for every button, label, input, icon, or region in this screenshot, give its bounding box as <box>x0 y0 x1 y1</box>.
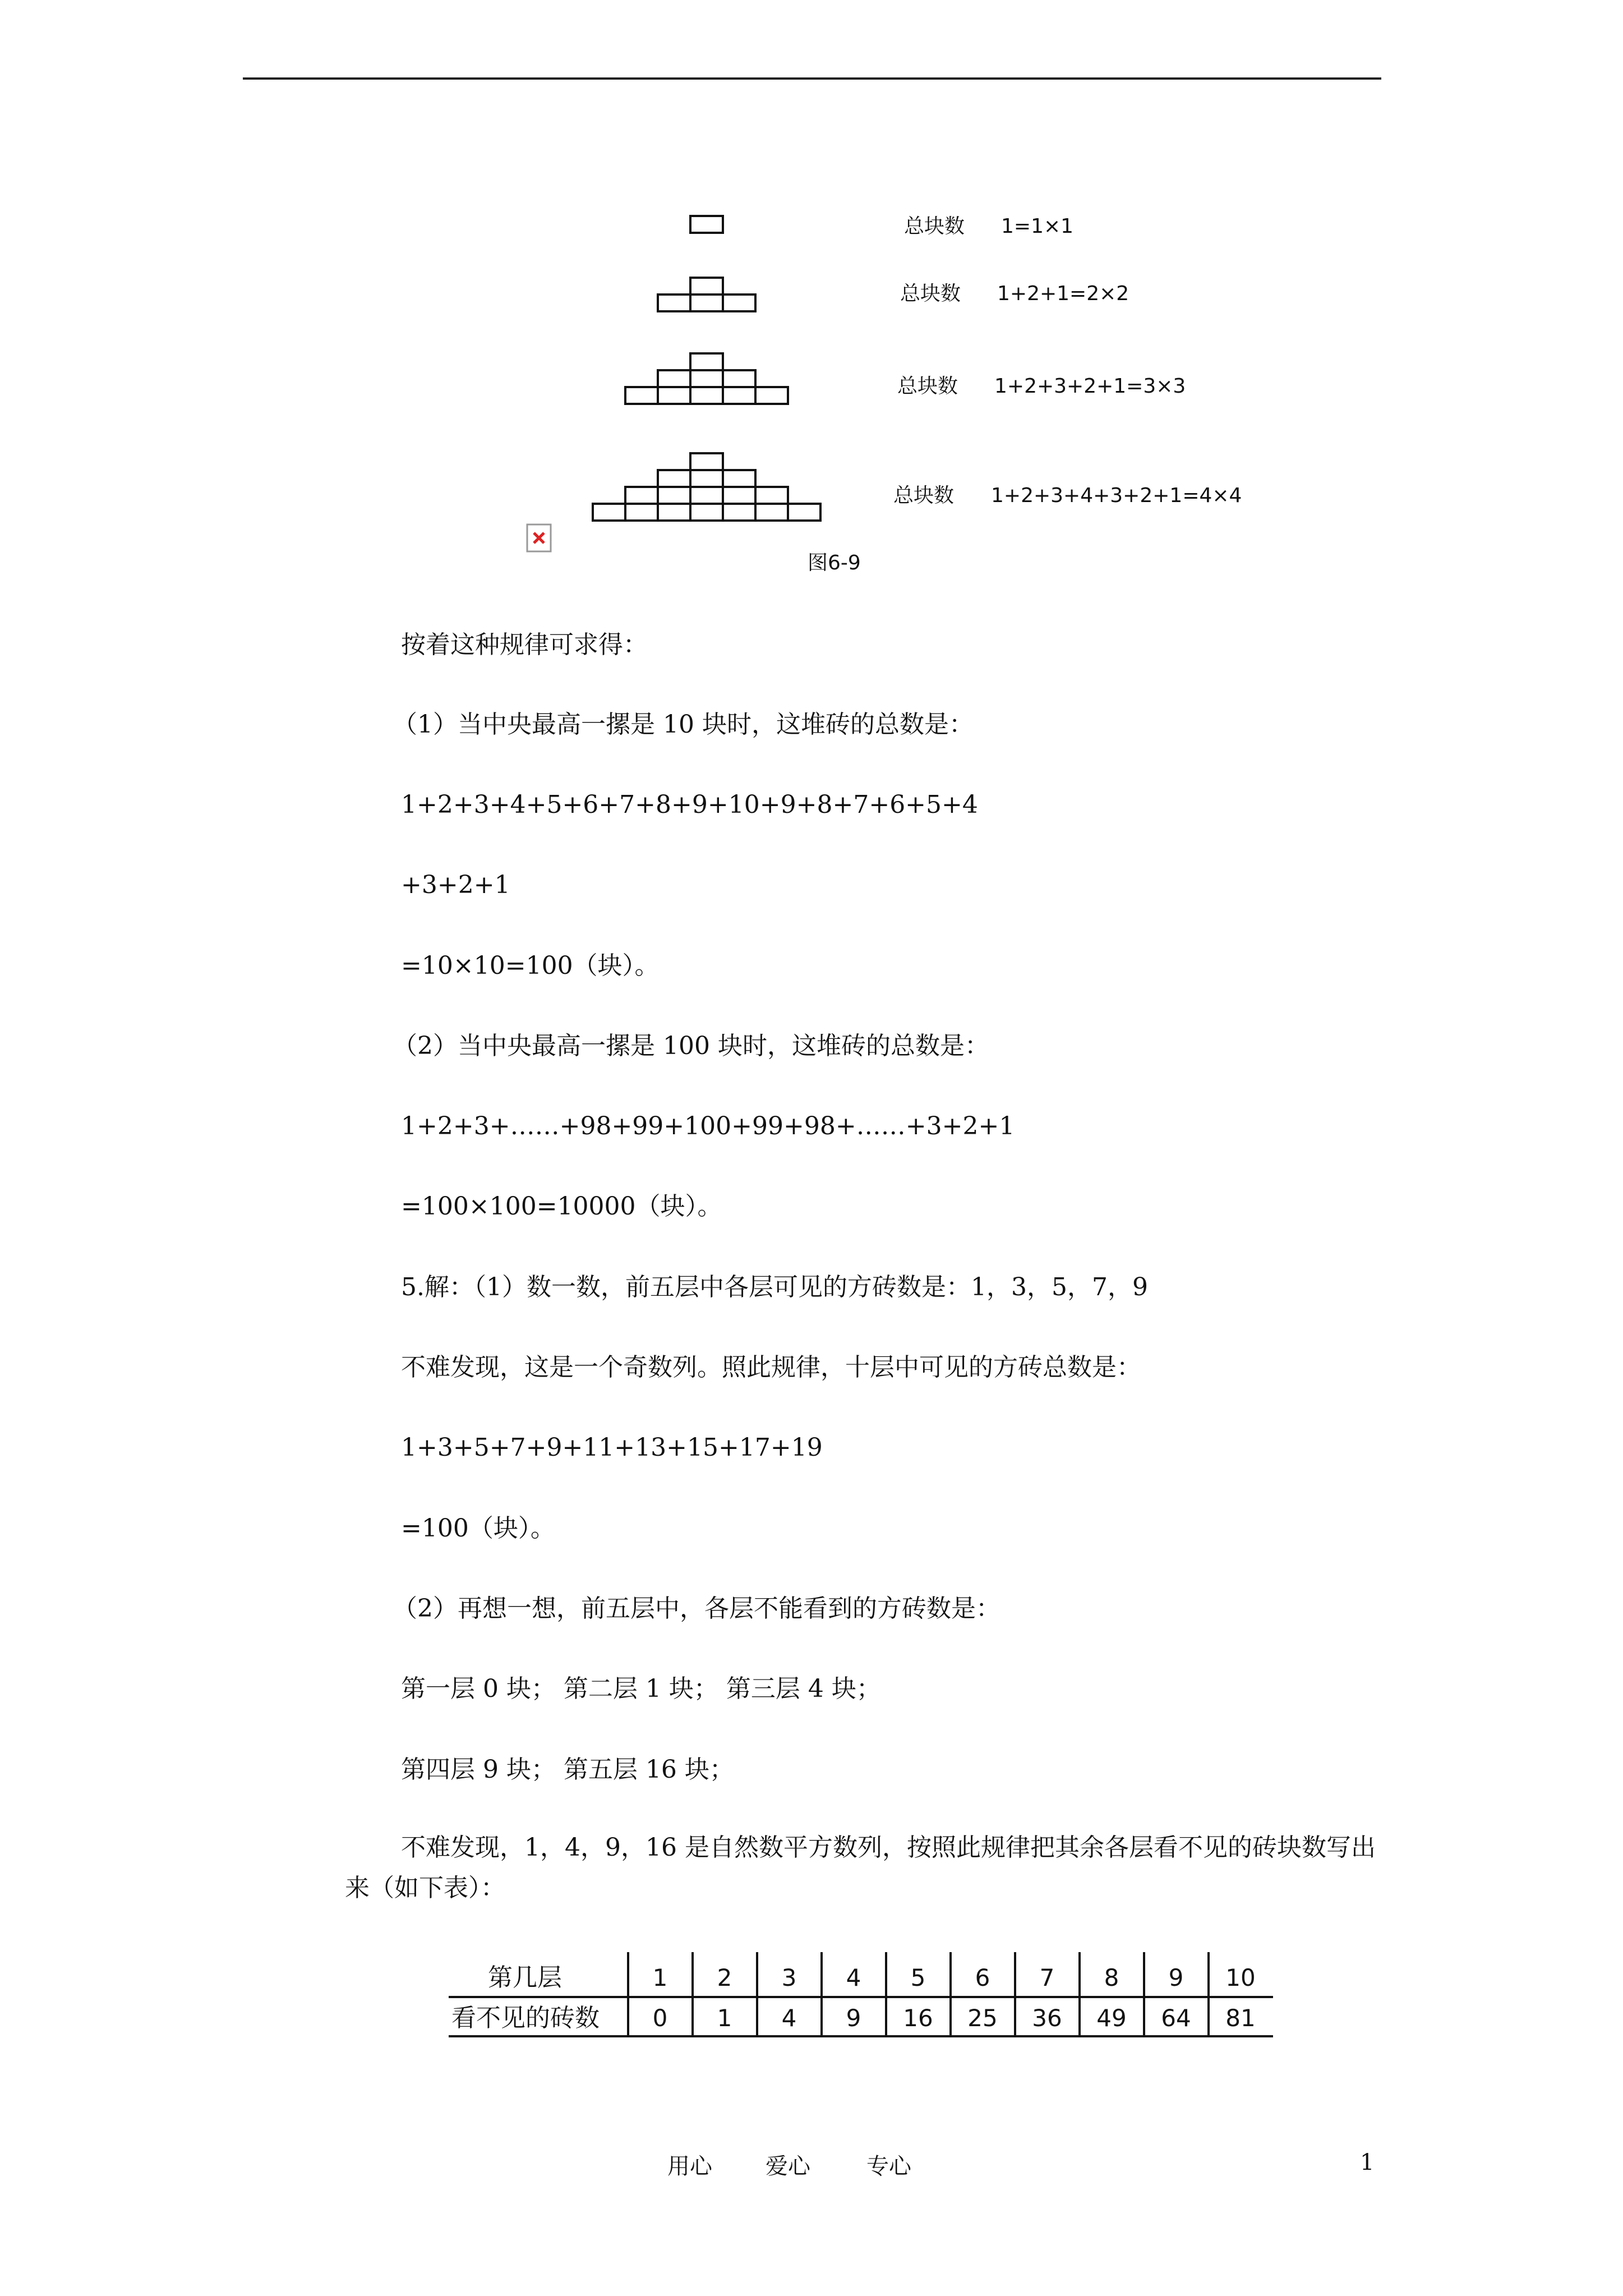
brick <box>690 504 723 521</box>
brick <box>658 370 690 387</box>
brick <box>723 470 755 487</box>
figure-row-label-1: 总块数 <box>904 215 965 238</box>
table-cell: 10 <box>1225 1964 1256 1991</box>
brick <box>593 504 625 521</box>
figure-row-label-4: 总块数 <box>893 484 955 507</box>
table-cell: 6 <box>975 1964 990 1991</box>
figure-row-label-3: 总块数 <box>897 375 958 398</box>
text-line-8: =100×100=10000（块）。 <box>401 1192 722 1221</box>
brick <box>755 504 788 521</box>
table-cell: 1 <box>652 1964 668 1991</box>
footer-item-3: 专心 <box>866 2154 911 2179</box>
brick <box>658 295 690 311</box>
brick <box>690 216 723 233</box>
brick <box>755 487 788 504</box>
table-cell: 16 <box>903 2004 933 2032</box>
page-number: 1 <box>1360 2150 1375 2175</box>
brick <box>658 487 690 504</box>
brick <box>690 387 723 404</box>
brick <box>723 487 755 504</box>
brick <box>690 295 723 311</box>
footer-item-2: 爱心 <box>766 2154 810 2179</box>
brick <box>690 470 723 487</box>
table-cell: 5 <box>910 1964 926 1991</box>
figure-row-formula-2: 1+2+1=2×2 <box>997 282 1129 305</box>
text-line-10: 不难发现，这是一个奇数列。照此规律，十层中可见的方砖总数是： <box>401 1353 1141 1382</box>
text-line-4: +3+2+1 <box>401 871 510 899</box>
table-cell: 64 <box>1161 2004 1191 2032</box>
text-line-11: 1+3+5+7+9+11+13+15+17+19 <box>401 1433 823 1462</box>
brick <box>723 504 755 521</box>
brick <box>625 504 658 521</box>
figure-caption: 图6-9 <box>808 551 861 574</box>
figure-row-label-2: 总块数 <box>900 282 961 305</box>
brick <box>690 453 723 470</box>
pyramid-figure <box>505 185 1290 611</box>
text-line-5: =10×10=100（块）。 <box>401 951 660 980</box>
figure-row-formula-1: 1=1×1 <box>1001 215 1074 238</box>
table-cell: 4 <box>846 1964 861 1991</box>
figure-row-formula-3: 1+2+3+2+1=3×3 <box>994 375 1186 398</box>
text-line-13: （2）再想一想，前五层中，各层不能看到的方砖数是： <box>393 1594 1000 1623</box>
table-cell: 3 <box>781 1964 797 1991</box>
text-line-15: 第四层 9 块； 第五层 16 块； <box>401 1755 734 1784</box>
table-cell: 9 <box>1168 1964 1184 1991</box>
table-cell: 9 <box>846 2004 861 2032</box>
figure-row-formula-4: 1+2+3+4+3+2+1=4×4 <box>991 484 1242 507</box>
table-cell: 0 <box>652 2004 668 2032</box>
brick <box>625 387 658 404</box>
brick <box>690 353 723 370</box>
table-cell: 4 <box>781 2004 797 2032</box>
text-line-3: 1+2+3+4+5+6+7+8+9+10+9+8+7+6+5+4 <box>401 790 978 819</box>
table-header-layer: 第几层 <box>488 1963 562 1992</box>
text-line-1: 按着这种规律可求得： <box>401 631 648 659</box>
text-line-7: 1+2+3+……+98+99+100+99+98+……+3+2+1 <box>401 1112 1015 1140</box>
brick <box>755 387 788 404</box>
hidden-bricks-table <box>449 1952 1273 2042</box>
table-cell: 36 <box>1032 2004 1062 2032</box>
brick <box>658 387 690 404</box>
table-cell: 2 <box>717 1964 732 1991</box>
brick <box>723 387 755 404</box>
brick <box>723 370 755 387</box>
brick <box>690 370 723 387</box>
table-cell: 1 <box>717 2004 732 2032</box>
brick <box>690 487 723 504</box>
table-header-hidden: 看不见的砖数 <box>451 2004 600 2032</box>
brick <box>690 278 723 295</box>
brick <box>625 487 658 504</box>
text-line-14: 第一层 0 块； 第二层 1 块； 第三层 4 块； <box>401 1674 881 1703</box>
table-cell: 25 <box>967 2004 998 2032</box>
broken-image-icon <box>527 524 551 551</box>
brick <box>658 470 690 487</box>
table-cell: 8 <box>1104 1964 1119 1991</box>
table-cell: 7 <box>1039 1964 1055 1991</box>
brick <box>788 504 820 521</box>
brick <box>723 295 755 311</box>
header-rule <box>243 77 1381 80</box>
paragraph-square-sequence: 不难发现，1，4，9，16 是自然数平方数列，按照此规律把其余各层看不见的砖块数写出来（如下表）： <box>345 1833 1376 1902</box>
text-line-12: =100（块）。 <box>401 1514 555 1543</box>
table-cell: 49 <box>1096 2004 1127 2032</box>
text-line-9: 5.解：（1）数一数，前五层中各层可见的方砖数是：1，3，5，7，9 <box>401 1273 1148 1301</box>
text-line-2: （1）当中央最高一摞是 10 块时，这堆砖的总数是： <box>393 710 974 739</box>
text-line-6: （2）当中央最高一摞是 100 块时，这堆砖的总数是： <box>393 1032 989 1060</box>
brick <box>658 504 690 521</box>
footer-item-1: 用心 <box>667 2154 712 2179</box>
table-cell: 81 <box>1225 2004 1256 2032</box>
